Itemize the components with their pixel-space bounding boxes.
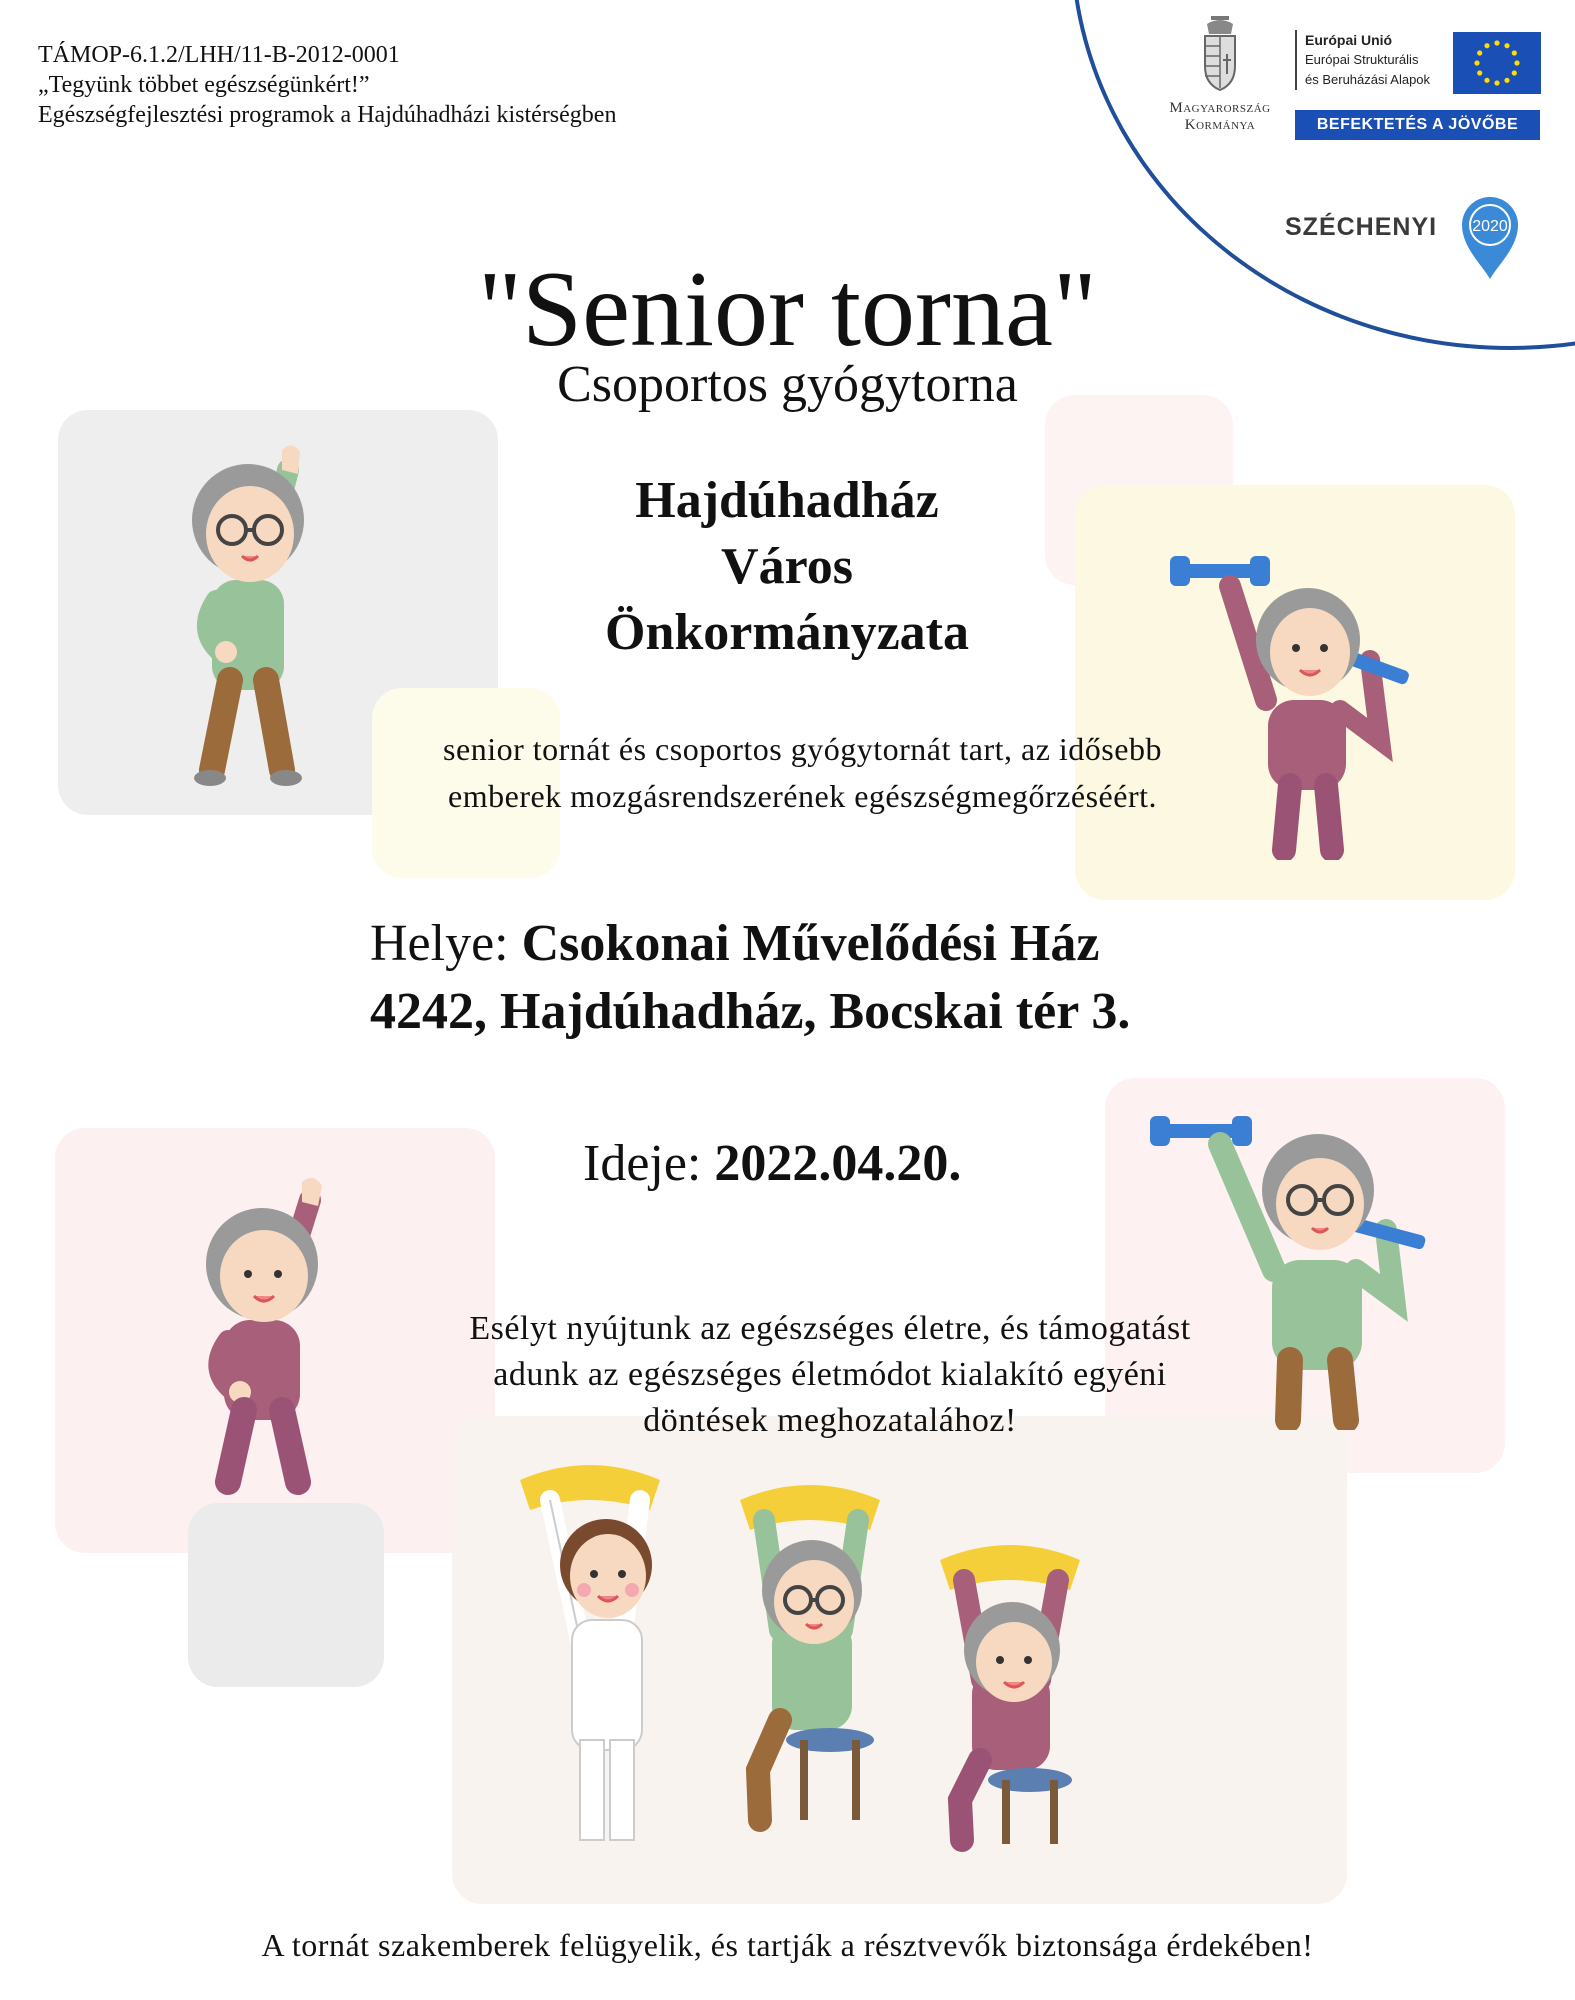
hungarian-crest-icon — [1197, 14, 1243, 94]
footer-note: A tornát szakemberek felügyelik, és tartják a résztvevők biztonsága érdekében! — [261, 1927, 1314, 1963]
organizer-line3: Önkormányzata — [605, 604, 969, 661]
bg-box-gray-small — [188, 1503, 384, 1687]
event-description — [330, 726, 1275, 820]
eu-star-icon — [1514, 60, 1519, 65]
eu-star-icon — [1477, 70, 1482, 75]
organizer-line2: Város — [721, 538, 853, 595]
organizer-line1: Hajdúhadház — [635, 472, 939, 529]
location-address: 4242, Hajdúhadház, Bocskai tér 3. — [370, 983, 1131, 1040]
event-date: 2022.04.20. — [714, 1135, 962, 1192]
eu-star-icon — [1504, 78, 1509, 83]
eu-line3: és Beruházási Alapok — [1305, 72, 1431, 87]
senior-woman-dumbbells-illustration — [1170, 550, 1430, 860]
eu-line1: Európai Unió — [1305, 32, 1393, 48]
eu-star-icon — [1494, 80, 1499, 85]
eu-star-icon — [1494, 40, 1499, 45]
slogan-line2: adunk az egészséges életmódot kialakító egyéni — [493, 1356, 1167, 1393]
szechenyi-year: 2020 — [1472, 218, 1508, 235]
location-label: Helye: — [370, 915, 509, 972]
slogan-line1: Esélyt nyújtunk az egészséges életre, és támogatást — [469, 1310, 1191, 1347]
eu-line2: Európai Strukturális — [1305, 52, 1419, 67]
location — [370, 910, 1130, 1046]
eu-star-icon — [1484, 78, 1489, 83]
eu-star-icon — [1484, 43, 1489, 48]
government-line2: Kormánya — [1184, 117, 1256, 133]
eu-banner: BEFEKTETÉS A JÖVŐBE — [1295, 110, 1540, 140]
page-subtitle: Csoportos gyógytorna — [557, 356, 1018, 413]
senior-woman-stretching-illustration — [170, 1170, 360, 1500]
time-label: Ideje: — [583, 1135, 702, 1192]
description-line2: emberek mozgásrendszerének egészségmegőrzéséért. — [448, 778, 1157, 814]
senior-man-stretching-illustration — [160, 430, 340, 790]
location-venue: Csokonai Művelődési Ház — [521, 915, 1100, 972]
eu-star-icon — [1477, 50, 1482, 55]
eu-flag-icon — [1453, 32, 1541, 94]
project-description: Egészségfejlesztési programok a Hajdúhadházi kistérségben — [38, 102, 617, 128]
description-line1: senior tornát és csoportos gyógytornát tart, az idősebb — [443, 731, 1162, 767]
seated-senior-man-figure — [740, 1485, 880, 1820]
seated-senior-woman-figure — [940, 1545, 1080, 1844]
project-motto: „Tegyünk többet egészségünkért!” — [38, 72, 370, 98]
page-title: "Senior torna" — [477, 250, 1098, 369]
group-exercise-illustration — [510, 1440, 1230, 1860]
organizer — [487, 468, 1087, 666]
slogan-line3: döntések meghozatalához! — [643, 1402, 1017, 1439]
event-time — [583, 1130, 961, 1198]
senior-man-dumbbells-illustration — [1150, 1100, 1440, 1430]
government-line1: Magyarország — [1169, 100, 1271, 116]
eu-star-icon — [1474, 60, 1479, 65]
eu-star-icon — [1512, 70, 1517, 75]
project-code: TÁMOP-6.1.2/LHH/11-B-2012-0001 — [38, 42, 400, 68]
eu-star-icon — [1504, 43, 1509, 48]
physiotherapist-figure — [520, 1465, 660, 1840]
szechenyi-text: SZÉCHENYI — [1285, 213, 1438, 241]
eu-star-icon — [1512, 50, 1517, 55]
government-logo — [1150, 14, 1290, 134]
project-info — [38, 40, 616, 130]
slogan — [380, 1306, 1280, 1444]
